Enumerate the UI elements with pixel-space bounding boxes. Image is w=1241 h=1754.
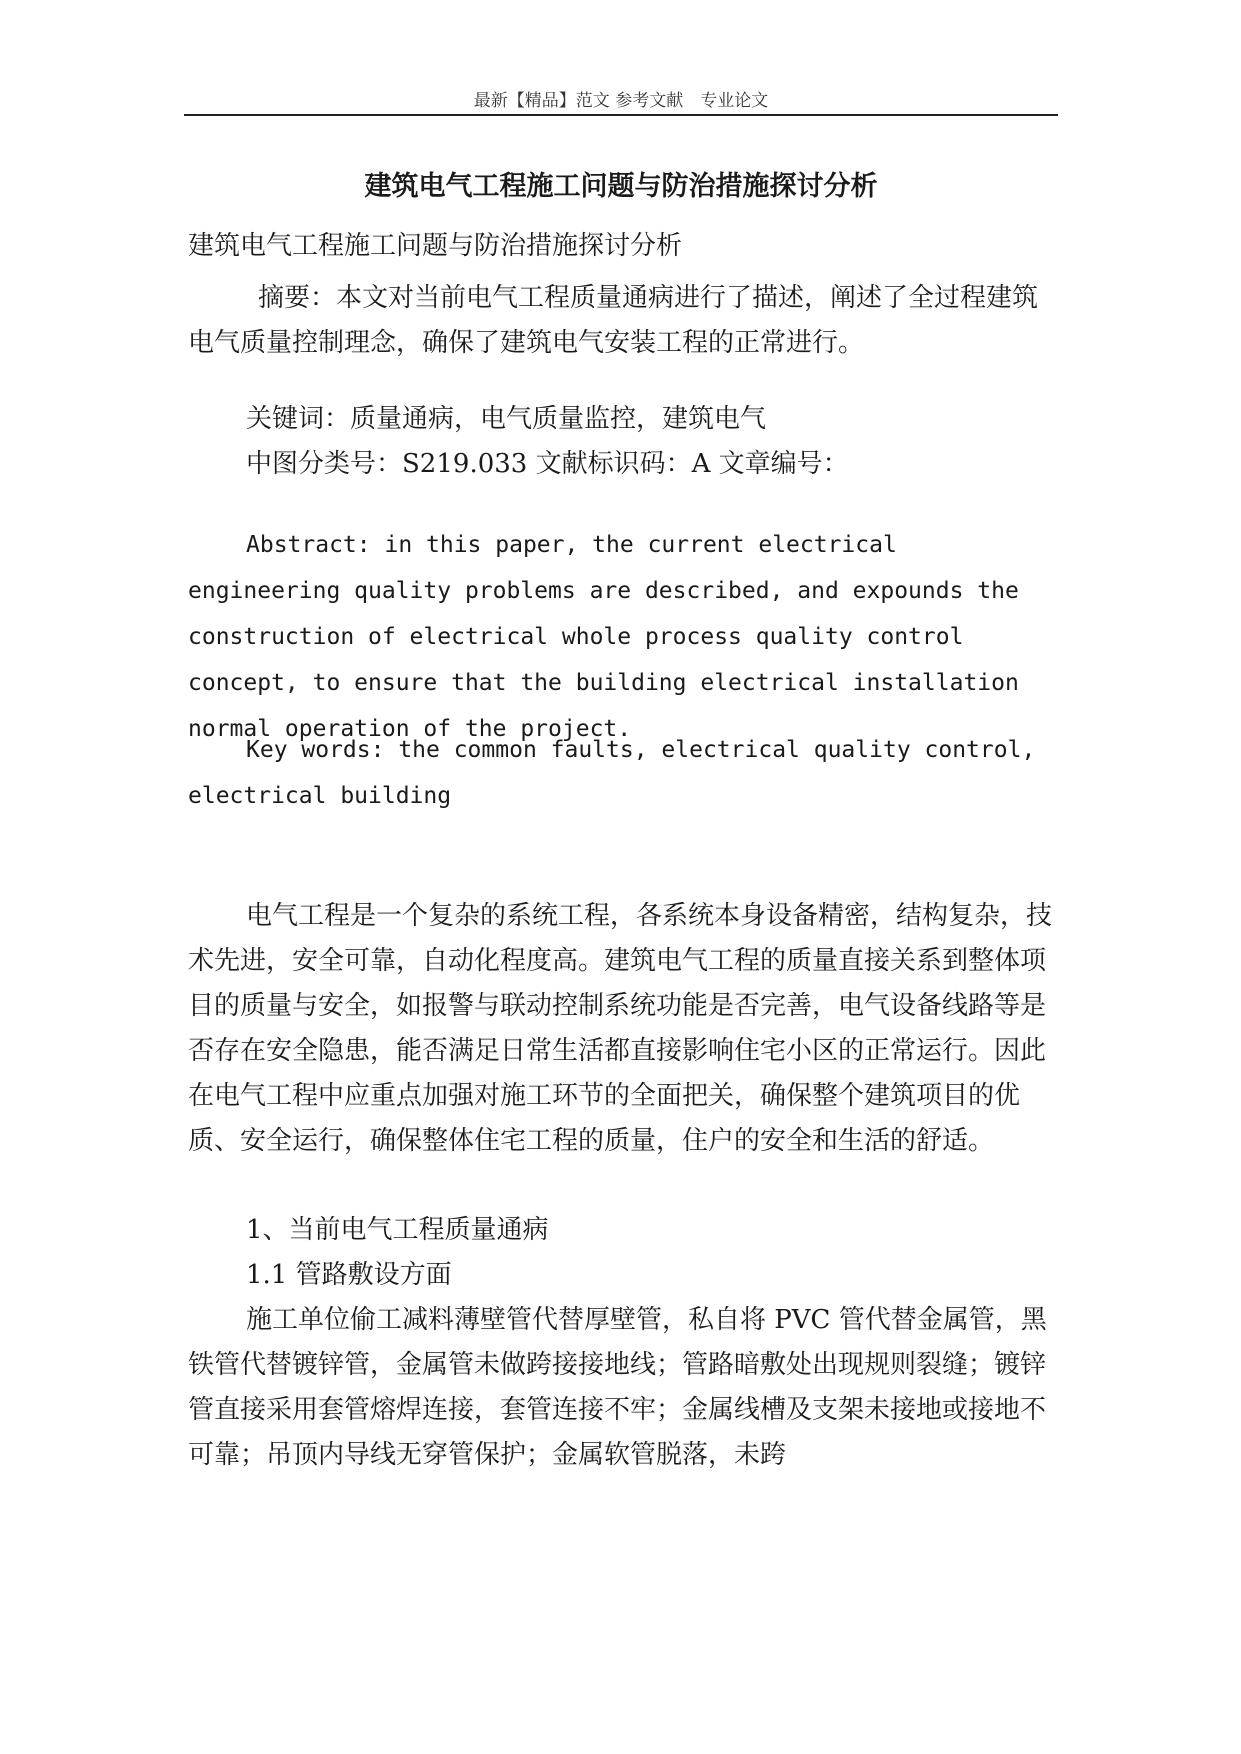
document-subtitle: 建筑电气工程施工问题与防治措施探讨分析 [188, 231, 683, 261]
document-title: 建筑电气工程施工问题与防治措施探讨分析 [364, 171, 878, 202]
section-heading-1: 1、当前电气工程质量通病 [246, 1215, 549, 1245]
keywords-en: Key words: the common faults, electrical quality control, electrical building [188, 737, 1036, 809]
header-divider [184, 114, 1058, 116]
body-paragraph-2: 施工单位偷工减料薄壁管代替厚壁管，私自将 PVC 管代替金属管，黑铁管代替镀锌管，金属管未做跨接接地线；管路暗敷处出现规则裂缝；镀锌管直接采用套管熔焊连接，套管连接不牢；金属线槽及支架未接地或接地不可靠；吊顶内导线无穿管保护；金属软管脱落，未跨 [188, 1305, 1047, 1470]
body-paragraph-1: 电气工程是一个复杂的系统工程，各系统本身设备精密，结构复杂，技术先进，安全可靠，自动化程度高。建筑电气工程的质量直接关系到整体项目的质量与安全，如报警与联动控制系统功能是否完善，电气设备线路等是否存在安全隐患，能否满足日常生活都直接影响住宅小区的正常运行。因此在电气工程中应重点加强对施工环节的全面把关，确保整个建筑项目的优质、安全运行，确保整体住宅工程的质量，住户的安全和生活的舒适。 [188, 901, 1053, 1156]
keywords-cn: 关键词：质量通病，电气质量监控，建筑电气 [246, 404, 767, 434]
page-header: 最新【精品】范文 参考文献 专业论文 [473, 91, 769, 111]
classification-line: 中图分类号：S219.033 文献标识码：A 文章编号： [246, 449, 849, 479]
abstract-en: Abstract: in this paper, the current electrical engineering quality problems are described, and expounds the construction of electrical whole process quality control concept, to ensure that the building electrical installation normal operation of the project. [188, 532, 1019, 742]
abstract-cn: 摘要：本文对当前电气工程质量通病进行了描述，阐述了全过程建筑电气质量控制理念，确保了建筑电气安装工程的正常进行。 [188, 283, 1039, 358]
section-heading-1-1: 1.1 管路敷设方面 [246, 1260, 452, 1290]
